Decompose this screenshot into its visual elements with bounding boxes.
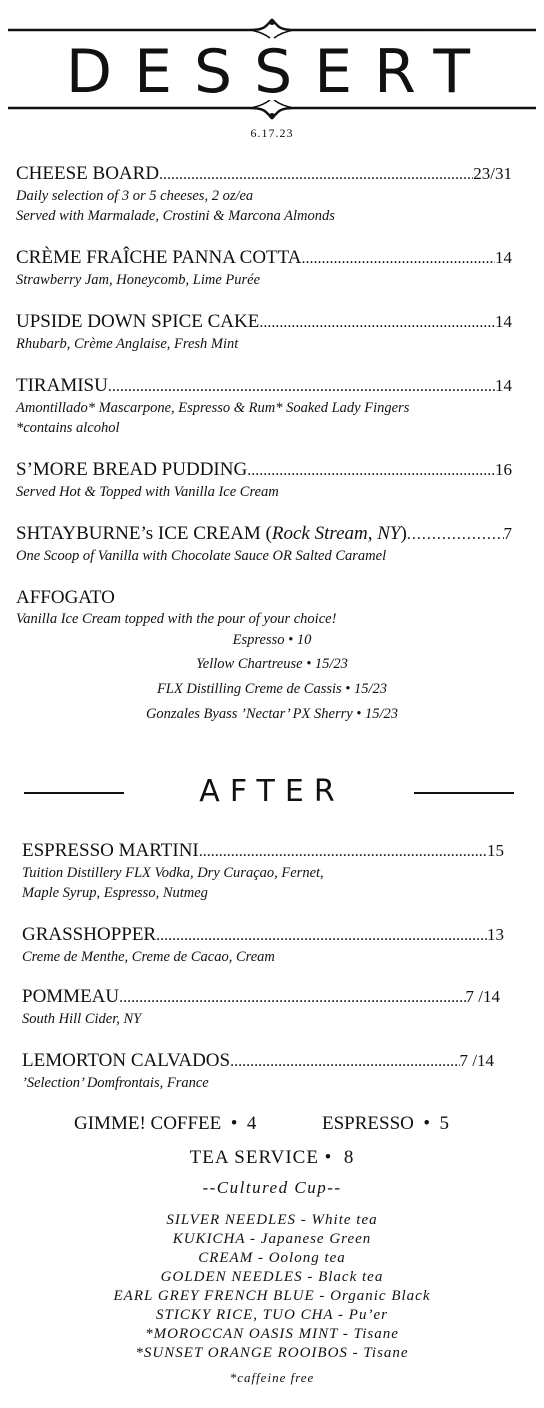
tea-item: EARL GREY FRENCH BLUE - Organic Black <box>113 1288 431 1304</box>
tea-brand: --Cultured Cup-- <box>202 1178 342 1197</box>
item-description: Daily selection of 3 or 5 cheeses, 2 oz/ea <box>16 188 254 204</box>
item-description: Strawberry Jam, Honeycomb, Lime Purée <box>16 272 261 288</box>
tea-item: SILVER NEEDLES - White tea <box>166 1212 378 1228</box>
page-title: DESSERT <box>65 37 493 107</box>
tea-item: GOLDEN NEEDLES - Black tea <box>160 1269 384 1285</box>
item-description: Amontillado* Mascarpone, Espresso & Rum* Soaked Lady Fingers <box>16 400 410 416</box>
item-description: Served Hot & Topped with Vanilla Ice Cream <box>16 484 279 500</box>
item-price: 7 <box>503 524 512 543</box>
menu-item-calvados <box>22 1050 494 1093</box>
item-footnote: *contains alcohol <box>16 420 120 436</box>
leader-dots <box>259 312 495 334</box>
item-price: 15 <box>487 841 504 860</box>
menu-item-spice-cake <box>16 311 512 354</box>
menu-item-ice-cream <box>16 523 512 566</box>
affogato-option: Gonzales Byass ’Nectar’ PX Sherry • 15/23 <box>145 706 399 722</box>
menu-item-affogato <box>16 587 512 629</box>
item-name: ESPRESSO MARTINI <box>22 840 199 861</box>
section-rule-right <box>414 792 514 794</box>
item-name: GRASSHOPPER <box>22 924 157 945</box>
item-name: CHEESE BOARD <box>16 163 160 184</box>
item-name-main: SHTAYBURNE’s ICE CREAM ( <box>16 523 272 544</box>
leader-dots <box>301 248 495 270</box>
item-name-location: Rock Stream, NY <box>271 523 401 544</box>
leader-dots <box>199 841 487 863</box>
item-description: One Scoop of Vanilla with Chocolate Sauce OR Salted Caramel <box>16 548 387 564</box>
header-ornament-bottom <box>0 100 544 124</box>
item-description: Rhubarb, Crème Anglaise, Fresh Mint <box>16 336 239 352</box>
item-name: TIRAMISU <box>16 375 108 396</box>
menu-item-tiramisu <box>16 375 512 438</box>
item-price: 14 <box>495 312 512 331</box>
tea-item: KUKICHA - Japanese Green <box>172 1231 372 1247</box>
leader-dots <box>156 925 487 947</box>
menu-item-cheese-board <box>16 163 512 226</box>
leader-dots <box>407 524 504 546</box>
tea-item: *MOROCCAN OASIS MINT - Tisane <box>145 1326 399 1342</box>
item-price: 7 /14 <box>465 987 500 1006</box>
item-description: Served with Marmalade, Crostini & Marcona Almonds <box>16 208 335 224</box>
item-description: Maple Syrup, Espresso, Nutmeg <box>22 885 208 901</box>
item-name-close: ) <box>400 523 407 544</box>
affogato-option: FLX Distilling Creme de Cassis • 15/23 <box>156 681 388 697</box>
item-price: 14 <box>495 376 512 395</box>
leader-dots <box>247 460 495 482</box>
item-description: ’Selection’ Domfrontais, France <box>22 1075 209 1091</box>
item-name: AFFOGATO <box>16 587 115 608</box>
affogato-option: Espresso • 10 <box>232 632 312 648</box>
leader-dots <box>159 164 473 186</box>
tea-item: STICKY RICE, TUO CHA - Pu’er <box>156 1307 388 1323</box>
item-name: LEMORTON CALVADOS <box>22 1050 231 1071</box>
menu-date: 6.17.23 <box>250 126 294 140</box>
menu-item-espresso-martini <box>22 840 504 903</box>
item-description: Vanilla Ice Cream topped with the pour of your choice! <box>16 611 337 627</box>
section-title-after: AFTER <box>199 774 345 809</box>
item-name: UPSIDE DOWN SPICE CAKE <box>16 311 260 332</box>
leader-dots <box>230 1051 459 1073</box>
menu-item-pommeau <box>22 986 500 1029</box>
leader-dots <box>108 376 495 398</box>
coffee-gimme: GIMME! COFFEE • 4 <box>74 1113 257 1134</box>
menu-item-bread-pudding <box>16 459 512 502</box>
coffee-espresso: ESPRESSO • 5 <box>322 1113 450 1134</box>
item-price: 14 <box>495 248 512 267</box>
item-description: Tuition Distillery FLX Vodka, Dry Curaçao, Fernet, <box>22 865 324 881</box>
item-description: South Hill Cider, NY <box>22 1011 142 1027</box>
item-price: 16 <box>495 460 512 479</box>
tea-item: *SUNSET ORANGE ROOIBOS - Tisane <box>135 1345 409 1361</box>
item-price: 7 /14 <box>459 1051 494 1070</box>
item-name <box>16 523 407 545</box>
affogato-option: Yellow Chartreuse • 15/23 <box>196 656 348 672</box>
item-description: Creme de Menthe, Creme de Cacao, Cream <box>22 949 275 965</box>
tea-footnote: *caffeine free <box>229 1370 315 1385</box>
leader-dots <box>119 987 465 1009</box>
tea-service: TEA SERVICE • 8 <box>189 1147 355 1168</box>
item-name: CRÈME FRAÎCHE PANNA COTTA <box>16 247 302 268</box>
menu-item-panna-cotta <box>16 247 512 290</box>
tea-item: CREAM - Oolong tea <box>198 1250 346 1266</box>
menu-item-grasshopper <box>22 924 504 967</box>
item-price: 13 <box>487 925 504 944</box>
item-name: POMMEAU <box>22 986 120 1007</box>
item-name: S’MORE BREAD PUDDING <box>16 459 248 480</box>
item-price: 23/31 <box>473 164 512 183</box>
